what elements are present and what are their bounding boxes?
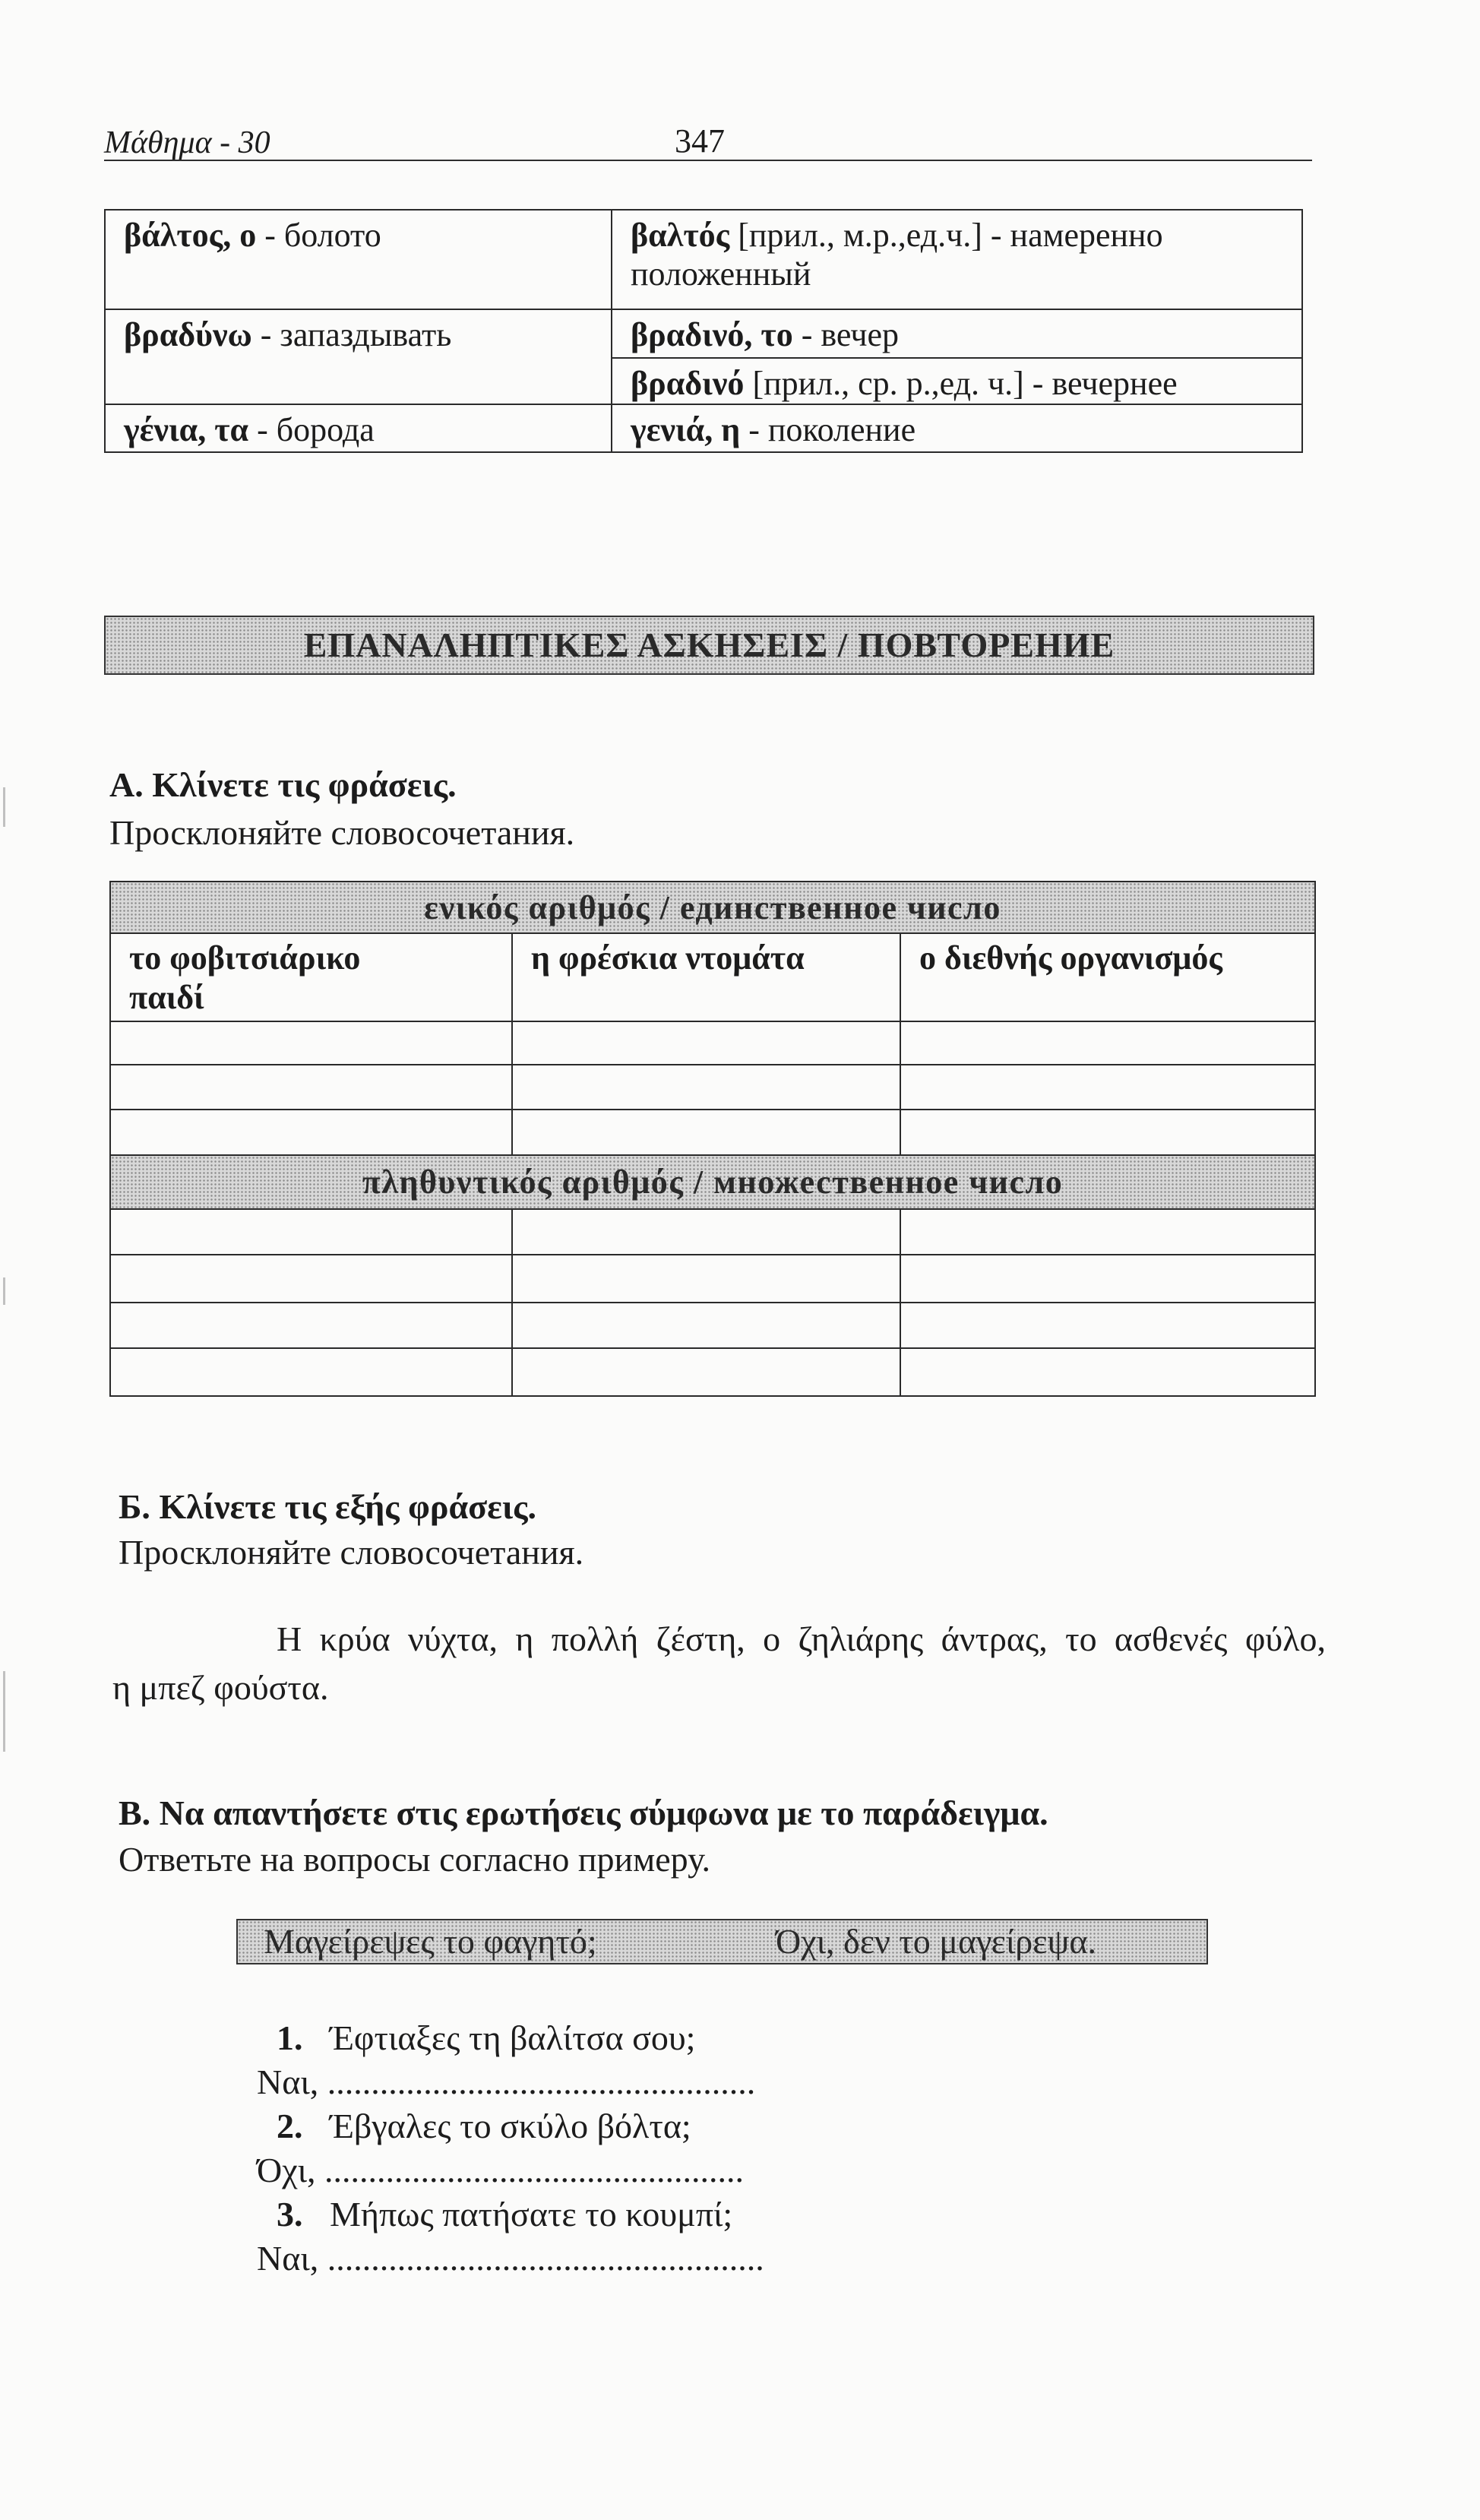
answer-cell: [512, 1255, 900, 1303]
vocab-gloss: - запаздывать: [260, 316, 452, 353]
example-box: [236, 1919, 1208, 1964]
phrase-column-header: [900, 933, 1315, 1021]
answer-cell: [512, 1209, 900, 1255]
vocab-entry: [105, 210, 612, 309]
vocab-gloss: - вечер: [801, 316, 899, 353]
vocab-gloss: - болото: [264, 217, 381, 254]
answer-cell: [900, 1065, 1315, 1110]
header-rule: [104, 160, 1312, 161]
answer-row: [110, 1065, 1315, 1110]
vocab-row: [105, 309, 1302, 358]
answer-cell: [110, 1348, 512, 1396]
answer-row: [110, 1209, 1315, 1255]
vocab-term: βάλτος, ο: [124, 217, 257, 254]
answer-cell: [512, 1021, 900, 1065]
answer-cell: [512, 1065, 900, 1110]
lesson-title: Μάθημα - 30: [104, 125, 270, 160]
vocab-term: γενιά, η: [631, 410, 741, 448]
vocab-term: βραδινό: [631, 365, 745, 402]
item-answer: Όχι, ................................................: [257, 2151, 745, 2189]
item-number: 1.: [277, 2018, 303, 2057]
answer-row: [110, 1110, 1315, 1155]
answer-cell: [512, 1348, 900, 1396]
scan-mark: [3, 1277, 5, 1305]
exercise-v-instruction: Ответьте на вопросы согласно примеру.: [119, 1840, 710, 1879]
phrases-line: Η κρύα νύχτα, η πολλή ζέστη, ο ζηλιάρης άντρας, το ασθενές φύλο,: [277, 1619, 1326, 1658]
example-answer: Όχι, δεν το μαγείρεψα.: [776, 1922, 1096, 1961]
answer-cell: [110, 1255, 512, 1303]
vocab-term: γένια, τα: [124, 410, 249, 448]
vocab-gloss: - поколение: [748, 410, 916, 448]
exercise-a-heading: А. Κλίνετε τις φράσεις.: [109, 765, 457, 804]
phrase-line: η φρέσκια ντομάτα: [531, 939, 805, 977]
exercise-b-phrases: [112, 1615, 1326, 1712]
answer-cell: [110, 1209, 512, 1255]
answer-cell: [110, 1065, 512, 1110]
vocab-gloss: - борода: [257, 410, 375, 448]
singular-label: ενικός αριθμός / единственное число: [110, 882, 1315, 933]
answer-cell: [900, 1021, 1315, 1065]
vocab-entry: [105, 309, 612, 404]
exercise-a-instruction: Просклоняйте словосочетания.: [109, 813, 575, 852]
vocab-entry: [612, 404, 1302, 452]
phrase-column-header: [110, 933, 512, 1021]
plural-header-row: [110, 1155, 1315, 1209]
vocab-gloss: [прил., м.р.,ед.ч.] - намеренно: [738, 217, 1163, 254]
vocab-entry: [105, 404, 612, 452]
question-list: [257, 2016, 764, 2281]
plural-label: πληθυντικός αριθμός / множественное число: [110, 1155, 1315, 1209]
phrase-line: το φοβιτσιάρικο: [129, 939, 361, 977]
exercise-v-heading: В. Να απαντήσετε στις ερωτήσεις σύμφωνα με το παράδειγμα.: [119, 1793, 1048, 1832]
list-item: [257, 2016, 764, 2060]
vocab-entry: [612, 210, 1302, 309]
answer-cell: [900, 1348, 1315, 1396]
phrase-line: παιδί: [129, 979, 204, 1016]
phrase-header-row: [110, 933, 1315, 1021]
vocab-gloss: [прил., ср. р.,ед. ч.] - вечернее: [752, 365, 1178, 402]
page-number: 347: [675, 122, 725, 160]
answer-cell: [900, 1209, 1315, 1255]
exercise-a-header: [109, 761, 574, 856]
answer-row: [110, 1021, 1315, 1065]
answer-row: [110, 1348, 1315, 1396]
exercise-v-header: [119, 1790, 1048, 1882]
answer-cell: [110, 1303, 512, 1348]
answer-cell: [110, 1021, 512, 1065]
answer-cell: [110, 1110, 512, 1155]
exercise-b-instruction: Просклоняйте словосочетания.: [119, 1533, 584, 1572]
item-answer: Ναι, ..................................................: [257, 2239, 764, 2278]
answer-cell: [512, 1110, 900, 1155]
answer-row: [110, 1255, 1315, 1303]
exercise-b-heading: Б. Κλίνετε τις εξής φράσεις.: [119, 1487, 537, 1526]
declension-table: [109, 881, 1316, 1397]
answer-cell: [900, 1303, 1315, 1348]
vocab-row: [105, 210, 1302, 309]
vocab-row: [105, 404, 1302, 452]
vocab-entry: [612, 358, 1302, 404]
vocab-gloss-continued: положенный: [631, 255, 811, 293]
item-question: Έβγαλες το σκύλο βόλτα;: [330, 2107, 691, 2145]
item-answer: Ναι, .................................................: [257, 2063, 756, 2101]
answer-row: [110, 1303, 1315, 1348]
answer-cell: [900, 1255, 1315, 1303]
phrase-line: ο διεθνής οργανισμός: [919, 939, 1222, 977]
section-banner: ΕΠΑΝΑΛΗΠΤΙΚΕΣ ΑΣΚΗΣΕΙΣ / ПОВТОРЕНИЕ: [104, 616, 1314, 675]
list-item: [257, 2192, 764, 2237]
answer-cell: [512, 1303, 900, 1348]
example-question: Μαγείρεψες το φαγητό;: [264, 1922, 597, 1961]
singular-header-row: [110, 882, 1315, 933]
vocab-entry: [612, 309, 1302, 358]
list-item: [257, 2104, 764, 2148]
exercise-b-header: [119, 1484, 583, 1575]
phrases-line: η μπεζ φούστα.: [112, 1668, 329, 1707]
vocab-term: βραδύνω: [124, 316, 252, 353]
vocab-term: βραδινό, το: [631, 316, 793, 353]
item-question: Έφτιαξες τη βαλίτσα σου;: [330, 2018, 696, 2057]
answer-cell: [900, 1110, 1315, 1155]
scan-mark: [3, 1671, 5, 1752]
phrase-column-header: [512, 933, 900, 1021]
scan-mark: [3, 787, 5, 827]
vocabulary-table: [104, 209, 1303, 453]
item-number: 2.: [277, 2107, 303, 2145]
item-number: 3.: [277, 2195, 303, 2233]
item-question: Μήπως πατήσατε το κουμπί;: [330, 2195, 733, 2233]
vocab-term: βαλτός: [631, 217, 730, 254]
